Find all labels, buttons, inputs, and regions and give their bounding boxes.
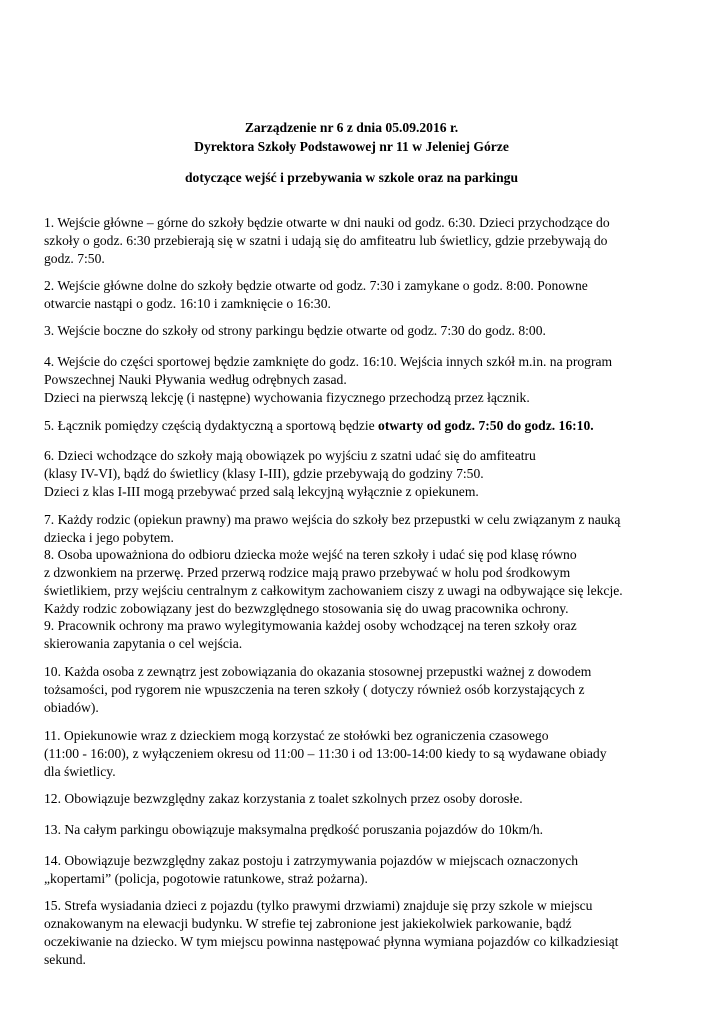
paragraph-line: Dzieci na pierwszą lekcję (i następne) wychowania fizycznego przechodzą przez łącznik.: [44, 390, 530, 405]
paragraph-line: „kopertami” (policja, pogotowie ratunkowe, straż pożarna).: [44, 871, 368, 886]
paragraph-line: 4. Wejście do części sportowej będzie zamknięte do godz. 16:10. Wejścia innych szkół m.in. na program: [44, 354, 613, 369]
document-subtitle: dotyczące wejść i przebywania w szkole oraz na parkingu: [184, 170, 518, 185]
paragraph-line: oczekiwanie na dziecko. W tym miejscu powinna następować płynna wymiana pojazdów co kilkadziesiąt: [44, 934, 619, 949]
paragraph-line: 6. Dzieci wchodzące do szkoły mają obowiązek po wyjściu z szatni udać się do amfiteatru: [44, 448, 536, 463]
paragraph-5-text: 5. Łącznik pomiędzy częścią dydaktyczną a sportową będzie: [44, 418, 379, 433]
paragraph-line: tożsamości, pod rygorem nie wpuszczenia na teren szkoły ( dotyczy również osób korzystających z: [44, 682, 585, 697]
paragraph-5-bold-hours: otwarty od godz. 7:50 do godz. 16:10.: [378, 418, 594, 433]
paragraph-line: 14. Obowiązuje bezwzględny zakaz postoju i zatrzymywania pojazdów w miejscach oznaczonych: [44, 853, 579, 868]
paragraph-line: 15. Strefa wysiadania dzieci z pojazdu (tylko prawymi drzwiami) znajduje się przy szkole w miejscu: [44, 898, 593, 913]
paragraph-line: 13. Na całym parkingu obowiązuje maksymalna prędkość poruszania pojazdów do 10km/h.: [44, 822, 544, 837]
paragraph-line: obiadów).: [44, 700, 99, 715]
paragraph-line: świetlikiem, przy wejściu centralnym z całkowitym zachowaniem ciszy z uwagi na odbywające się lekcje.: [44, 583, 623, 598]
paragraph-line: oznakowanym na elewacji budynku. W strefie tej zabronione jest jakiekolwiek parkowanie, bądź: [44, 916, 572, 931]
paragraph-line: Dzieci z klas I-III mogą przebywać przed salą lekcyjną wyłącznie z opiekunem.: [44, 484, 479, 499]
paragraph-line: 8. Osoba upoważniona do odbioru dziecka może wejść na teren szkoły i udać się pod klasę równo: [44, 547, 577, 562]
paragraph-line: dziecka i jego pobytem.: [44, 530, 174, 545]
paragraph-line: (klasy IV-VI), bądź do świetlicy (klasy I-III), gdzie przebywają do godziny 7:50.: [44, 466, 484, 481]
paragraph-line: sekund.: [44, 952, 86, 967]
document-title-line1: Zarządzenie nr 6 z dnia 05.09.2016 r.: [244, 120, 459, 135]
paragraph-line: dla świetlicy.: [44, 764, 116, 779]
document-title-line2: Dyrektora Szkoły Podstawowej nr 11 w Jeleniej Górze: [194, 139, 509, 154]
paragraph-line: Powszechnej Nauki Pływania według odrębnych zasad.: [44, 372, 347, 387]
paragraph-line: 7. Każdy rodzic (opiekun prawny) ma prawo wejścia do szkoły bez przepustki w celu związanym z nauką: [44, 512, 621, 527]
paragraph-line: skierowania zapytania o cel wejścia.: [44, 636, 243, 651]
paragraph-line: (11:00 - 16:00), z wyłączeniem okresu od 11:00 – 11:30 i od 13:00-14:00 kiedy to są wydawane obiady: [44, 746, 607, 761]
paragraph-line: 9. Pracownik ochrony ma prawo wylegitymowania każdej osoby wchodzącej na teren szkoły oraz: [44, 618, 577, 633]
paragraph-line: 10. Każda osoba z zewnątrz jest zobowiązania do okazania stosownej przepustki ważnej z dowodem: [44, 664, 592, 679]
paragraph-line: 12. Obowiązuje bezwzględny zakaz korzystania z toalet szkolnych przez osoby dorosłe.: [44, 791, 523, 806]
paragraph-line: 3. Wejście boczne do szkoły od strony parkingu będzie otwarte od godz. 7:30 do godz. 8:00.: [44, 323, 546, 338]
paragraph-line: 2. Wejście główne dolne do szkoły będzie otwarte od godz. 7:30 i zamykane o godz. 8:00. Ponowne: [44, 278, 588, 293]
paragraph-line: [44, 417, 594, 435]
paragraph-line: otwarcie nastąpi o godz. 16:10 i zamknięcie o 16:30.: [44, 296, 331, 311]
paragraph-line: z dzwonkiem na przerwę. Przed przerwą rodzice mają prawo przebywać w holu pod środkowym: [44, 565, 571, 580]
paragraph-line: Każdy rodzic zobowiązany jest do bezwzględnego stosowania się do uwag pracownika ochrony.: [44, 601, 569, 616]
paragraph-line: 11. Opiekunowie wraz z dzieckiem mogą korzystać ze stołówki bez ograniczenia czasowego: [44, 728, 549, 743]
paragraph-line: 1. Wejście główne – górne do szkoły będzie otwarte w dni nauki od godz. 6:30. Dzieci przychodzące do: [44, 215, 610, 230]
paragraph-line: godz. 7:50.: [44, 251, 105, 266]
paragraph-line: szkoły o godz. 6:30 przebierają się w szatni i udają się do amfiteatru lub świetlicy, gdzie przebywają do: [44, 233, 608, 248]
